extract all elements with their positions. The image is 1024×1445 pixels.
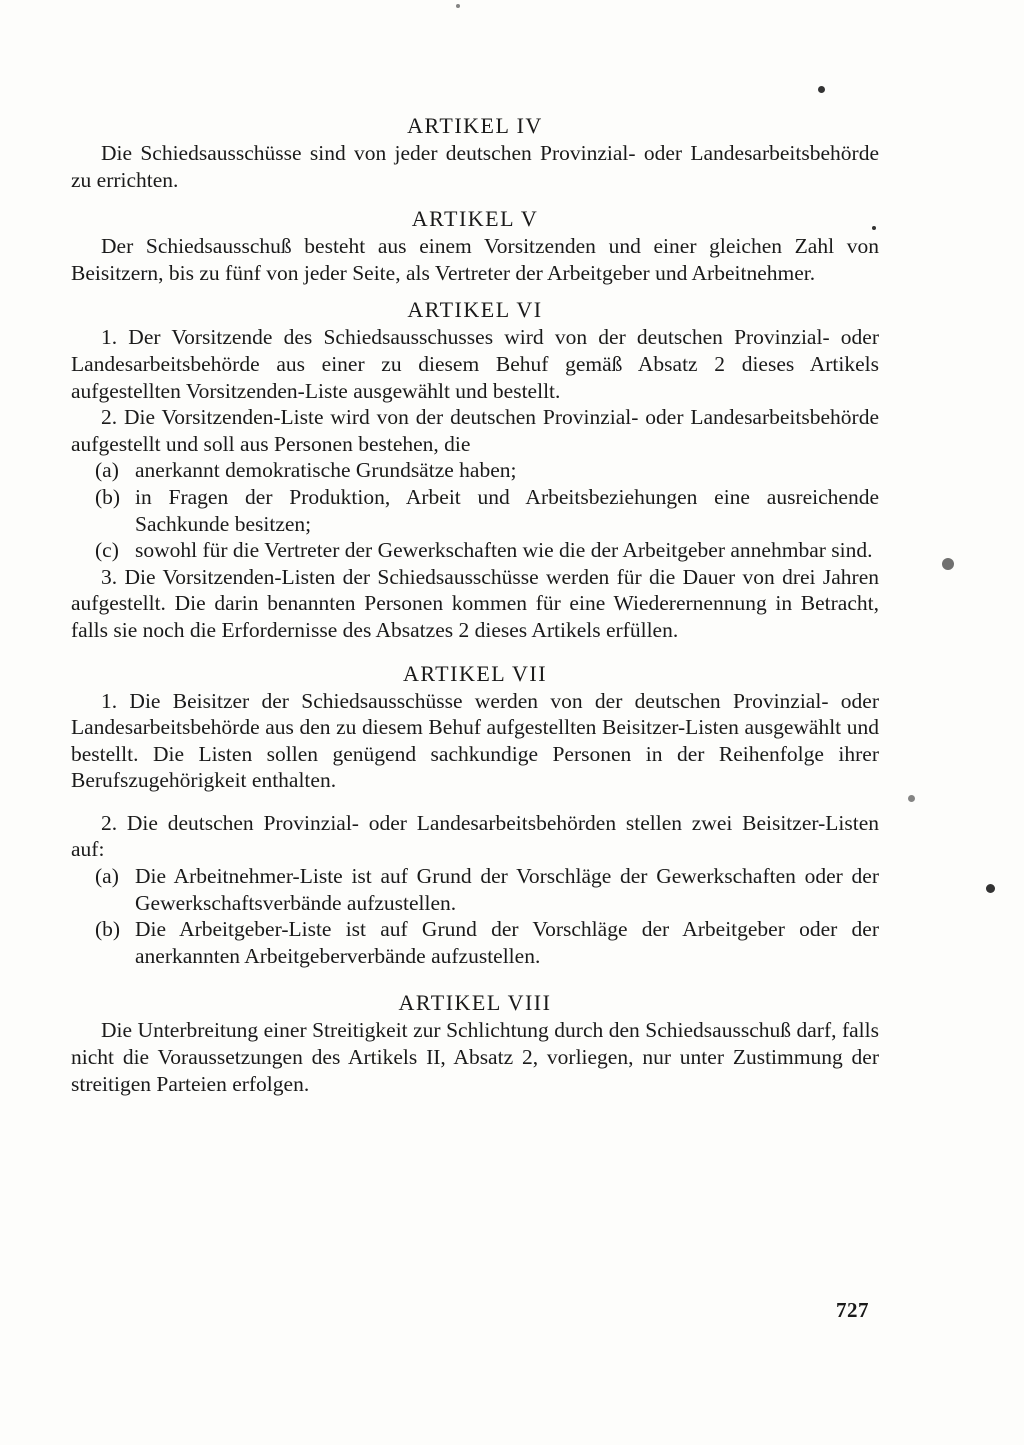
- list-item-text: Die Arbeitgeber-Liste ist auf Grund der Vorschläge der Arbeitgeber oder der anerkannten Arbeitgeberverbände aufzustellen.: [135, 917, 879, 968]
- list-item-text: anerkannt demokratische Grundsätze haben;: [135, 458, 517, 483]
- artikel-vii-paragraph-1: 1. Die Beisitzer der Schiedsausschüsse werden von der deutschen Provinzial- oder Landesarbeitsbehörde aus den zu diesem Behuf aufgestellten Beisitzer-Listen ausgewählt und bestellt. Die Listen sollen genügend sachkundige Personen in der Reihenfolge ihrer Berufszugehörigkeit enthalten.: [71, 688, 879, 793]
- list-item-label: (c): [95, 538, 119, 563]
- heading-artikel-iv: ARTIKEL IV: [407, 113, 543, 138]
- heading-artikel-vii: ARTIKEL VII: [402, 660, 548, 686]
- scan-speck: [456, 4, 460, 8]
- list-item: [71, 537, 879, 564]
- list-item: [71, 916, 879, 969]
- artikel-iv-text: Die Schiedsausschüsse sind von jeder deutschen Provinzial- oder Landesarbeitsbehörde zu errichten.: [71, 141, 879, 192]
- list-item-text: sowohl für die Vertreter der Gewerkschaften wie die der Arbeitgeber annehmbar sind.: [135, 538, 873, 563]
- list-item: [71, 863, 879, 916]
- list-item-text: in Fragen der Produktion, Arbeit und Arbeitsbeziehungen eine ausreichende Sachkunde besitzen;: [135, 484, 879, 536]
- artikel-vi-paragraph-1: 1. Der Vorsitzende des Schiedsausschusses wird von der deutschen Provinzial- oder Landesarbeitsbehörde aus einer zu diesem Behuf gemäß Absatz 2 dieses Artikels aufgestellten Vorsitzenden-Liste ausgewählt und bestellt.: [71, 325, 879, 403]
- page-content: [71, 112, 879, 1097]
- heading-artikel-viii: ARTIKEL VIII: [398, 990, 552, 1016]
- heading-artikel-vi: ARTIKEL VI: [407, 297, 543, 323]
- artikel-v-text: Der Schiedsausschuß besteht aus einem Vorsitzenden und einer gleichen Zahl von Beisitzern, bis zu fünf von jeder Seite, als Vertreter der Arbeitgeber und Arbeitnehmer.: [71, 234, 879, 285]
- scan-speck: [908, 795, 915, 802]
- scan-speck: [818, 86, 825, 93]
- page-number: 727: [836, 1298, 869, 1322]
- list-item-label: (a): [95, 458, 119, 483]
- list-item: [71, 484, 879, 537]
- list-item-label: (a): [95, 864, 119, 889]
- scan-speck: [872, 226, 876, 230]
- list-item-text: Die Arbeitnehmer-Liste ist auf Grund der Vorschläge der Gewerkschaften oder der Gewerkschaftsverbände aufzustellen.: [135, 864, 879, 915]
- artikel-vi-paragraph-3: 3. Die Vorsitzenden-Listen der Schiedsausschüsse werden für die Dauer von drei Jahren aufgestellt. Die darin benannten Personen kommen für eine Wiederernennung in Betracht, falls sie noch die Erfordernisse des Absatzes 2 dieses Artikels erfüllen.: [71, 564, 879, 642]
- list-item-label: (b): [95, 917, 121, 942]
- list-item: [71, 457, 879, 484]
- heading-artikel-v: ARTIKEL V: [411, 206, 539, 232]
- artikel-vii-paragraph-2: 2. Die deutschen Provinzial- oder Landesarbeitsbehörden stellen zwei Beisitzer-Listen auf:: [71, 810, 879, 862]
- scan-speck: [942, 558, 954, 570]
- scan-speck: [986, 884, 995, 893]
- list-item-label: (b): [95, 484, 121, 509]
- artikel-viii-text: Die Unterbreitung einer Streitigkeit zur Schlichtung durch den Schiedsausschuß darf, falls nicht die Voraussetzungen des Artikels II, Absatz 2, vorliegen, nur unter Zustimmung der streitigen Parteien erfolgen.: [71, 1018, 879, 1096]
- artikel-vi-paragraph-2: 2. Die Vorsitzenden-Liste wird von der deutschen Provinzial- oder Landesarbeitsbehörde aufgestellt und soll aus Personen bestehen, die: [71, 405, 879, 456]
